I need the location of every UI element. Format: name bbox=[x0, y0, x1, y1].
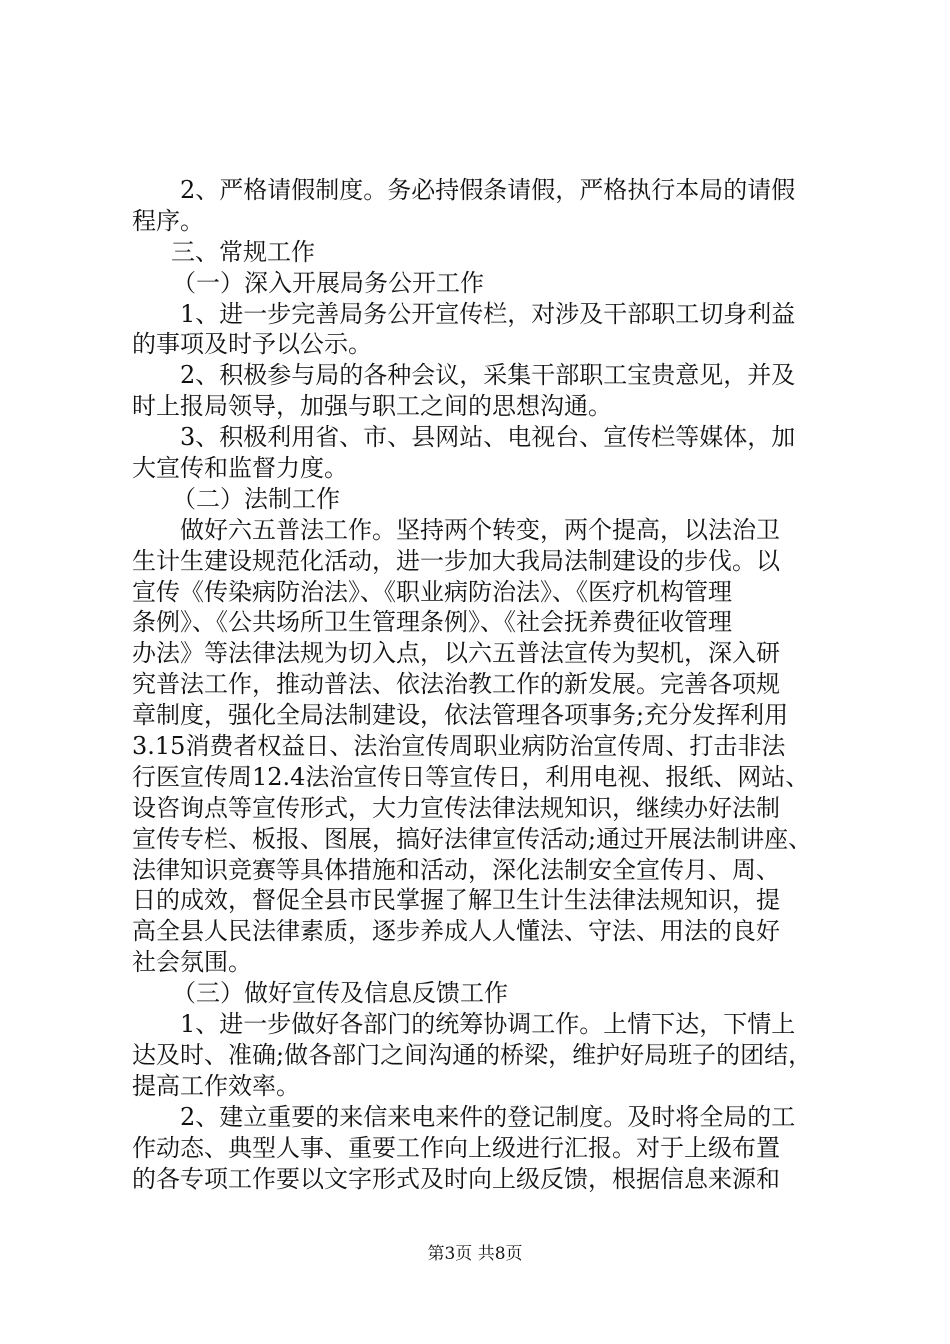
text-line: 生计生建设规范化活动，进一步加大我局法制建设的步伐。以 bbox=[132, 546, 780, 575]
text-line: 做好六五普法工作。坚持两个转变，两个提高，以法治卫 bbox=[180, 515, 780, 544]
text-line: 作动态、典型人事、重要工作向上级进行汇报。对于上级布置 bbox=[132, 1133, 780, 1162]
text-line: 三、常规工作 bbox=[171, 237, 315, 266]
text-line: 1、进一步完善局务公开宣传栏，对涉及干部职工切身利益 bbox=[180, 299, 796, 328]
text-line: 3、积极利用省、市、县网站、电视台、宣传栏等媒体，加 bbox=[180, 423, 796, 452]
text-line: （一）深入开展局务公开工作 bbox=[172, 268, 484, 297]
text-line: 条例》、《公共场所卫生管理条例》、《社会抚养费征收管理 bbox=[132, 608, 732, 637]
text-line: 达及时、准确;做各部门之间沟通的桥梁，维护好局班子的团结， bbox=[132, 1040, 813, 1069]
text-line: 法律知识竞赛等具体措施和活动，深化法制安全宣传月、周、 bbox=[132, 855, 780, 884]
text-line: 1、进一步做好各部门的统筹协调工作。上情下达，下情上 bbox=[180, 1010, 796, 1039]
text-line: 究普法工作，推动普法、依法治教工作的新发展。完善各项规 bbox=[132, 670, 780, 699]
text-line: 办法》等法律法规为切入点，以六五普法宣传为契机，深入研 bbox=[132, 639, 780, 668]
text-line: 社会氛围。 bbox=[132, 948, 252, 977]
text-line: 宣传专栏、板报、图展，搞好法律宣传活动;通过开展法制讲座、 bbox=[132, 824, 813, 853]
text-line: 提高工作效率。 bbox=[132, 1071, 300, 1100]
text-line: 宣传《传染病防治法》、《职业病防治法》、《医疗机构管理 bbox=[132, 577, 732, 606]
text-line: 2、积极参与局的各种会议，采集干部职工宝贵意见，并及 bbox=[180, 361, 796, 390]
text-line: 3.15消费者权益日、法治宣传周职业病防治宣传周、打击非法 bbox=[132, 732, 786, 761]
text-line: 大宣传和监督力度。 bbox=[132, 454, 348, 483]
text-line: （二）法制工作 bbox=[172, 484, 340, 513]
text-line: （三）做好宣传及信息反馈工作 bbox=[172, 979, 508, 1008]
document-body bbox=[132, 175, 832, 1194]
text-line: 高全县人民法律素质，逐步养成人人懂法、守法、用法的良好 bbox=[132, 917, 780, 946]
text-line: 程序。 bbox=[132, 206, 204, 235]
text-line: 2、严格请假制度。务必持假条请假，严格执行本局的请假 bbox=[180, 176, 796, 204]
text-line: 时上报局领导，加强与职工之间的思想沟通。 bbox=[132, 392, 612, 421]
text-line: 日的成效，督促全县市民掌握了解卫生计生法律法规知识，提 bbox=[132, 886, 780, 915]
text-line: 行医宣传周12.4法治宣传日等宣传日，利用电视、报纸、网站、 bbox=[132, 762, 810, 791]
text-line: 的事项及时予以公示。 bbox=[132, 330, 372, 359]
text-line: 的各专项工作要以文字形式及时向上级反馈，根据信息来源和 bbox=[132, 1164, 780, 1193]
text-line: 设咨询点等宣传形式，大力宣传法律法规知识，继续办好法制 bbox=[132, 793, 780, 822]
page-footer: 第3页 共8页 bbox=[427, 1244, 523, 1264]
text-line: 章制度，强化全局法制建设，依法管理各项事务;充分发挥利用 bbox=[132, 701, 789, 730]
text-line: 2、建立重要的来信来电来件的登记制度。及时将全局的工 bbox=[180, 1102, 796, 1131]
